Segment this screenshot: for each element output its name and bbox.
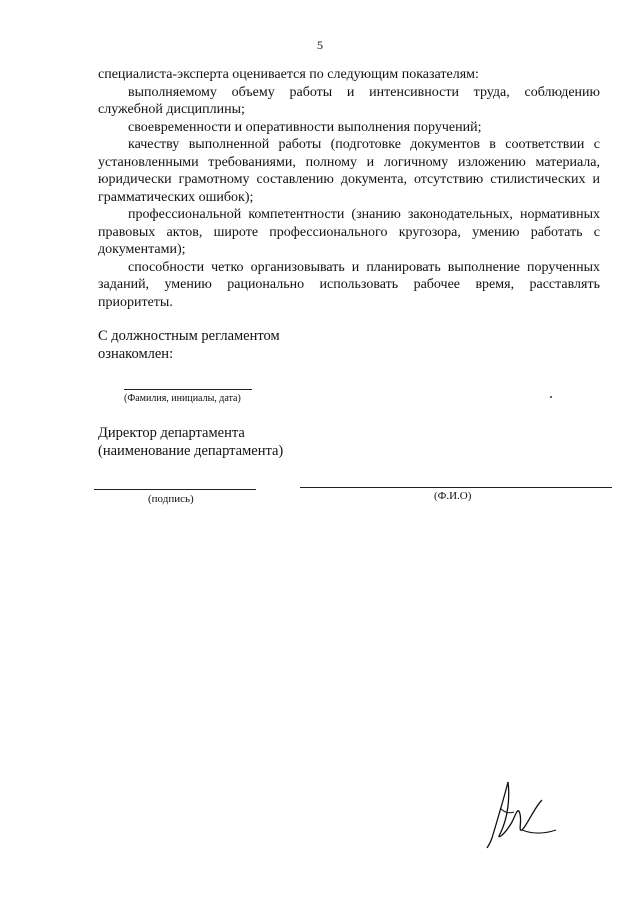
body-text [98, 66, 600, 311]
director-title: Директор департамента [98, 425, 245, 441]
paragraph-workload: выполняемому объему работы и интенсивности труда, соблюдению служебной дисциплины; [98, 84, 600, 117]
director-signature-line [94, 489, 256, 490]
paragraph-quality: качеству выполненной работы (подготовке документов в соответствии с установленными требованиями, полному и логичному изложению материала, юридически грамотному составлению документа, отсутствию стилистических и грамматических ошибок); [98, 137, 600, 205]
paragraph-timeliness: своевременности и оперативности выполнения поручений; [128, 119, 482, 135]
acknowledgment-line1: С должностным регламентом [98, 328, 280, 344]
paragraph-intro: специалиста-эксперта оценивается по следующим показателям: [98, 67, 479, 82]
paragraph-competence: профессиональной компетентности (знанию законодательных, нормативных правовых актов, широте профессионального кругозора, умению работать с документами); [98, 207, 600, 257]
handwritten-signature [478, 778, 558, 850]
signature-caption: (подпись) [148, 493, 194, 505]
name-caption: (Ф.И.О) [434, 490, 472, 502]
acknowledgment-block [98, 327, 280, 363]
page-number: 5 [317, 38, 323, 52]
director-department: (наименование департамента) [98, 443, 284, 459]
acknowledgment-signature-line [124, 389, 252, 390]
acknowledgment-caption: (Фамилия, инициалы, дата) [124, 393, 241, 404]
stray-dot [550, 396, 552, 398]
director-name-line [300, 487, 612, 488]
director-block [98, 424, 283, 460]
acknowledgment-line2: ознакомлен: [98, 346, 174, 362]
paragraph-organization: способности четко организовывать и планировать выполнение порученных заданий, умению рационально использовать рабочее время, расставлять приоритеты. [98, 259, 600, 310]
